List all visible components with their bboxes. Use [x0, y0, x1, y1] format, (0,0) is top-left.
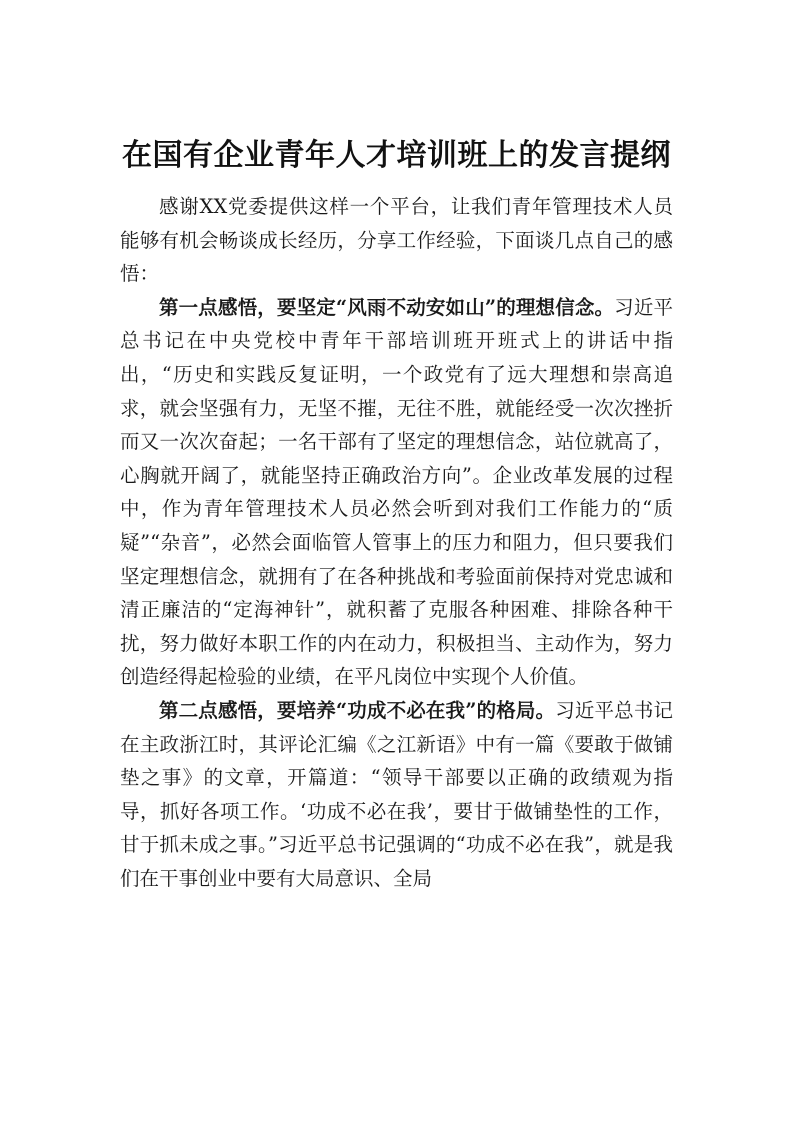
- paragraph-insight-2: [120, 694, 673, 896]
- paragraph-insight-1: [120, 291, 673, 694]
- paragraph-text: 感谢XX党委提供这样一个平台，让我们青年管理技术人员能够有机会畅谈成长经历，分享工作经验，下面谈几点自己的感悟：: [120, 195, 673, 286]
- paragraph-lead: 第二点感悟，要培养“功成不必在我”的格局。: [159, 698, 556, 722]
- paragraph-lead: 第一点感悟，要坚定“风雨不动安如山”的理想信念。: [159, 295, 615, 319]
- document-title: 在国有企业青年人才培训班上的发言提纲: [122, 138, 671, 173]
- document-body: [120, 190, 673, 895]
- paragraph-text: 习近平总书记在中央党校中青年干部培训班开班式上的讲话中指出，“历史和实践反复证明，一个政党有了远大理想和崇高追求，就会坚强有力，无坚不摧，无往不胜，就能经受一次次挫折而又一次次奋起；一名干部有了坚定的理想信念，站位就高了，心胸就开阔了，就能坚持正确政治方向”。企业改革发展的过程中，作为青年管理技术人员必然会听到对我们工作能力的“质疑”“杂音”，必然会面临管人管事上的压力和阻力，但只要我们坚定理想信念，就拥有了在各种挑战和考验面前保持对党忠诚和清正廉洁的“定海神针”，就积蓄了克服各种困难、排除各种干扰，努力做好本职工作的内在动力，积极担当、主动作为，努力创造经得起检验的业绩，在平凡岗位中实现个人价值。: [120, 295, 673, 689]
- paragraph-text: 习近平总书记在主政浙江时，其评论汇编《之江新语》中有一篇《要敢于做铺垫之事》的文章，开篇道：“领导干部要以正确的政绩观为指导，抓好各项工作。‘功成不必在我’，要甘于做铺垫性的工作，甘于抓未成之事。”习近平总书记强调的“功成不必在我”，就是我们在干事创业中要有大局意识、全局: [120, 698, 673, 890]
- paragraph-intro: [120, 190, 673, 291]
